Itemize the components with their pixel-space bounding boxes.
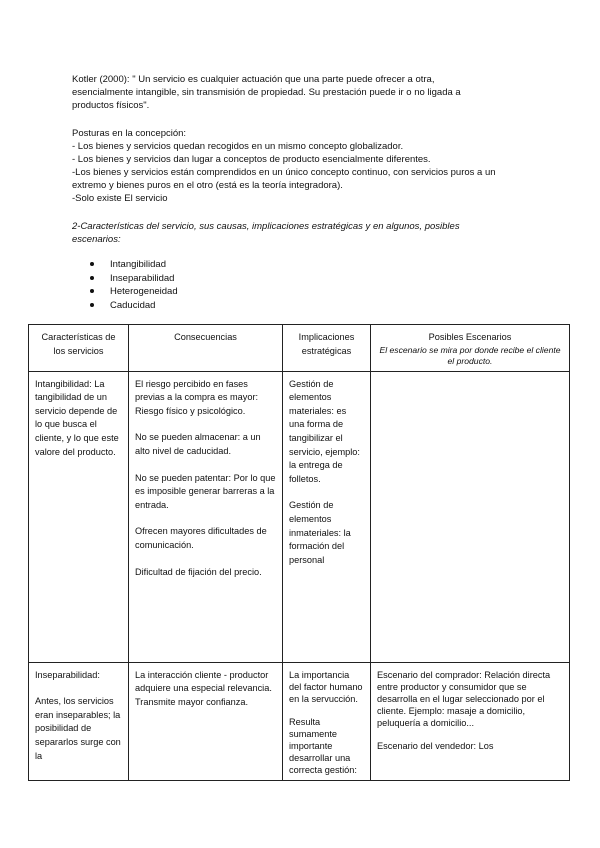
cell-text: Gestión de elementos inmateriales: la formación del personal [289,500,351,565]
postures-line: - Los bienes y servicios dan lugar a conceptos de producto esencialmente diferentes. [72,154,431,165]
section-heading [72,220,532,246]
quote-line: Kotler (2000): " Un servicio es cualquier actuación que una parte puede ofrecer a otra, [72,74,435,85]
header-scenarios-note: El escenario se mira por donde recibe el cliente el producto. [379,344,561,366]
cell-text: Inseparabilidad: [35,669,100,680]
row-implications [283,662,371,780]
section-heading-line: escenarios: [72,234,121,245]
quote-line: productos físicos". [72,100,150,111]
characteristics-list [88,258,178,312]
row-implications [283,371,371,662]
row-consequences [129,662,283,780]
postures-line: -Solo existe El servicio [72,193,168,204]
kotler-quote [72,73,527,112]
list-item: Inseparabilidad [88,272,178,286]
postures-block [72,127,542,205]
list-item: Intangibilidad [88,258,178,272]
cell-text: No se pueden almacenar: a un alto nivel de caducidad. [135,432,261,456]
postures-line: extremo y bienes puros en el otro (está es la teoría integradora). [72,180,343,191]
row-consequences [129,371,283,662]
cell-text: Escenario del vendedor: Los [377,740,494,751]
cell-text: Gestión de elementos materiales: es una forma de tangibilizar el servicio, ejemplo: la entrega de folletos. [289,378,360,484]
section-heading-line: 2-Características del servicio, sus causas, implicaciones estratégicas y en algunos, posibles [72,221,460,232]
list-item: Heterogeneidad [88,285,178,299]
row-scenarios [371,371,570,662]
header-characteristics: Características de los servicios [29,325,129,372]
table-row [29,662,570,780]
postures-line: -Los bienes y servicios están comprendidos en un único concepto continuo, con servicios puros a un [72,167,496,178]
header-consequences: Consecuencias [129,325,283,372]
row-scenarios [371,662,570,780]
cell-text: Dificultad de fijación del precio. [135,566,262,577]
list-item: Caducidad [88,299,178,313]
postures-line: - Los bienes y servicios quedan recogidos en un mismo concepto globalizador. [72,141,404,152]
cell-text: Antes, los servicios eran inseparables; la posibilidad de separarlos surge con la [35,696,121,761]
cell-text: La interacción cliente - productor adquiere una especial relevancia. Transmite mayor confianza. [135,669,272,707]
postures-title: Posturas en la concepción: [72,128,187,139]
cell-text: Resulta sumamente importante desarrollar una correcta gestión: [289,716,357,775]
header-scenarios-title: Posibles Escenarios [428,332,512,342]
cell-text: La importancia del factor humano en la servucción. [289,669,363,704]
header-implications: Implicaciones estratégicas [283,325,371,372]
cell-text: Escenario del comprador: Relación directa entre productor y consumidor que se desarrolla en el lugar seleccionado por el cliente. Ejemplo: masaje a domicilio, peluquería a domicilio... [377,669,551,728]
cell-text: Intangibilidad: La tangibilidad de un servicio depende de lo que busca el cliente, y lo que este valore del producto. [35,378,119,457]
characteristics-table [28,324,570,781]
cell-text: No se pueden patentar: Por lo que es imposible generar barreras a la entrada. [135,472,276,510]
row-characteristic [29,371,129,662]
header-scenarios [371,325,570,372]
cell-text: El riesgo percibido en fases previas a la compra es mayor: Riesgo físico y psicológico. [135,378,259,416]
quote-line: esencialmente intangible, sin transmisión de propiedad. Su prestación puede ir o no ligada a [72,87,461,98]
table-header-row [29,325,570,372]
row-characteristic [29,662,129,780]
cell-text: Ofrecen mayores dificultades de comunicación. [135,526,267,550]
table-row [29,371,570,662]
